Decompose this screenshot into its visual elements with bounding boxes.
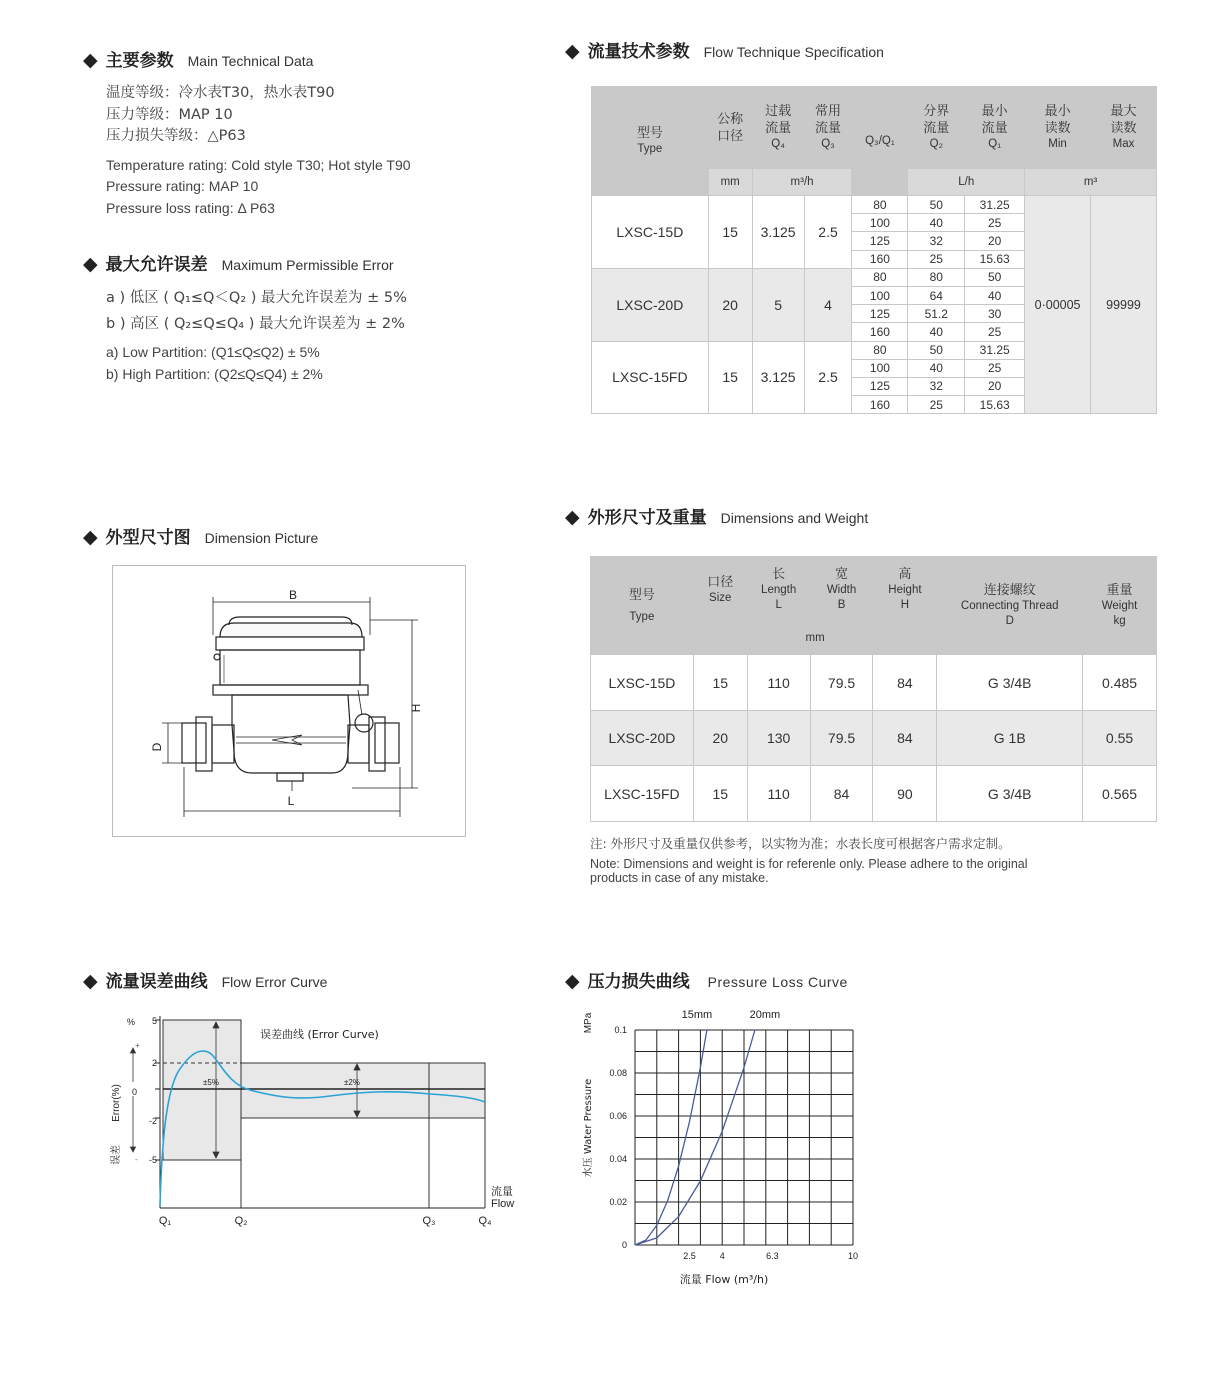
y-tick-label: 0.08 xyxy=(609,1068,627,1078)
diamond-bullet-icon: ◆ xyxy=(565,41,580,62)
q2-cell: 50 xyxy=(908,341,965,359)
col-header-size: 口径 Size xyxy=(693,557,747,623)
note-en-line2: products in case of any mistake. xyxy=(590,871,769,885)
q2-cell: 40 xyxy=(908,214,965,232)
len-cell: 110 xyxy=(747,655,810,711)
diamond-bullet-icon: ◆ xyxy=(83,527,98,548)
model-cell: LXSC-15D xyxy=(591,655,694,711)
section-title-en: Dimension Picture xyxy=(204,530,319,546)
y-axis-label-cn: 误差 xyxy=(111,1145,122,1165)
flow-spec-table xyxy=(591,86,1157,414)
q2-cell: 40 xyxy=(908,359,965,377)
unit-lh: L/h xyxy=(908,169,1025,196)
section-title-cn: 主要参数 xyxy=(105,51,174,71)
size-cell: 15 xyxy=(693,766,747,822)
y-tick: 5 xyxy=(151,1016,157,1026)
y-tick: -2 xyxy=(148,1116,157,1126)
x-tick: Q₁ xyxy=(158,1215,172,1227)
y-tick: 0 xyxy=(131,1087,137,1097)
q3-cell: 2.5 xyxy=(804,341,852,414)
ratio-cell: 125 xyxy=(852,305,908,323)
section-title-pressure-loss-curve xyxy=(565,967,848,993)
diamond-bullet-icon: ◆ xyxy=(565,971,580,992)
unit-m3: m³ xyxy=(1025,169,1157,196)
low-partition-cn: a ) 低区 ( Q₁≤Q＜Q₂ ) 最大允许误差为 ± 5% xyxy=(106,290,407,306)
x-tick: Q₂ xyxy=(234,1215,248,1227)
q1-cell: 15.63 xyxy=(965,250,1025,268)
x-tick-label: 6.3 xyxy=(766,1251,779,1261)
series-label: 20mm xyxy=(749,1009,781,1021)
pressure-rating-en: Pressure rating: MAP 10 xyxy=(106,178,259,194)
y-axis-label-en: Error(%) xyxy=(111,1084,122,1122)
ratio-cell: 100 xyxy=(852,286,908,304)
y-unit-label: MPa xyxy=(583,1012,594,1034)
ratio-cell: 160 xyxy=(852,250,908,268)
y-tick: 2 xyxy=(151,1058,157,1068)
model-cell: LXSC-15D xyxy=(592,196,709,269)
wid-cell: 79.5 xyxy=(810,655,873,711)
y-tick-label: 0.1 xyxy=(614,1025,627,1035)
ratio-cell: 125 xyxy=(852,377,908,395)
q2-cell: 32 xyxy=(908,377,965,395)
section-title-en: Main Technical Data xyxy=(187,53,314,69)
unit-m3h: m³/h xyxy=(752,169,852,196)
col-header-q1: 最小流量 Q₁ xyxy=(965,87,1025,169)
weight-cell: 0.565 xyxy=(1083,766,1157,822)
high-partition-cn: b ) 高区 ( Q₂≤Q≤Q₄ ) 最大允许误差为 ± 2% xyxy=(106,316,405,332)
dimension-label-h: H xyxy=(409,703,423,713)
max-reading-cell: 99999 xyxy=(1091,196,1157,414)
ratio-cell: 160 xyxy=(852,323,908,341)
hei-cell: 84 xyxy=(873,711,937,766)
x-tick: Q₃ xyxy=(422,1215,436,1227)
col-header-type: 型号 Type xyxy=(591,557,694,655)
section-title-cn: 流量技术参数 xyxy=(587,42,690,62)
section-title-en: Pressure Loss Curve xyxy=(707,974,848,990)
q1-cell: 20 xyxy=(965,232,1025,250)
section-title-en: Maximum Permissible Error xyxy=(221,257,394,273)
x-tick-label: 4 xyxy=(719,1251,725,1261)
col-header-q3: 常用流量 Q₃ xyxy=(804,87,852,169)
series-label: 15mm xyxy=(681,1009,713,1021)
weight-cell: 0.55 xyxy=(1083,711,1157,766)
pressure-loss-chart xyxy=(575,1000,875,1295)
section-title-en: Dimensions and Weight xyxy=(720,510,869,526)
q2-cell: 25 xyxy=(908,396,965,414)
q1-cell: 25 xyxy=(965,214,1025,232)
x-axis-label: 流量 Flow (m³/h) xyxy=(679,1273,769,1286)
model-cell: LXSC-20D xyxy=(592,268,709,341)
ratio-cell: 160 xyxy=(852,396,908,414)
table-row xyxy=(591,655,1157,711)
dn-cell: 20 xyxy=(708,268,752,341)
section-title-error-limit xyxy=(83,250,394,276)
min-reading-cell: 0·00005 xyxy=(1025,196,1091,414)
dimension-label-b: B xyxy=(288,588,298,602)
q4-cell: 3.125 xyxy=(752,341,804,414)
col-header-q4: 过载流量 Q₄ xyxy=(752,87,804,169)
section-title-cn: 外型尺寸图 xyxy=(105,528,191,548)
q4-cell: 5 xyxy=(752,268,804,341)
q1-cell: 50 xyxy=(965,268,1025,286)
pressure-loss-rating-en: Pressure loss rating: Δ P63 xyxy=(106,200,275,216)
band-low-label: ±5% xyxy=(203,1078,219,1087)
dn-cell: 15 xyxy=(708,341,752,414)
diamond-bullet-icon: ◆ xyxy=(83,254,98,275)
col-header-min: 最小读数 Min xyxy=(1025,87,1091,169)
q1-cell: 15.63 xyxy=(965,396,1025,414)
ratio-cell: 100 xyxy=(852,359,908,377)
y-tick-label: 0 xyxy=(621,1240,627,1250)
x-tick: Q₄ xyxy=(478,1215,492,1227)
dimension-label-d: D xyxy=(150,742,164,752)
col-header-type: 型号 Type xyxy=(592,87,709,196)
q2-cell: 80 xyxy=(908,268,965,286)
q4-cell: 3.125 xyxy=(752,196,804,269)
x-tick-label: 2.5 xyxy=(683,1251,696,1261)
q1-cell: 20 xyxy=(965,377,1025,395)
ratio-cell: 100 xyxy=(852,214,908,232)
section-title-dims-weight xyxy=(565,503,868,529)
temperature-rating-en: Temperature rating: Cold style T30; Hot style T90 xyxy=(106,157,411,173)
band-high-label: ±2% xyxy=(344,1078,360,1087)
minus-sign: - xyxy=(135,1155,138,1164)
section-title-dimension-picture xyxy=(83,523,318,549)
col-header-width: 宽 Width B xyxy=(810,557,873,623)
ratio-cell: 80 xyxy=(852,341,908,359)
len-cell: 130 xyxy=(747,711,810,766)
ratio-cell: 80 xyxy=(852,196,908,214)
q1-cell: 25 xyxy=(965,359,1025,377)
section-title-cn: 流量误差曲线 xyxy=(105,972,208,992)
thread-cell: G 1B xyxy=(937,711,1083,766)
col-header-height: 高 Height H xyxy=(873,557,937,623)
y-tick-label: 0.04 xyxy=(609,1154,627,1164)
section-title-en: Flow Error Curve xyxy=(221,974,328,990)
col-header-weight: 重量 Weight kg xyxy=(1083,557,1157,655)
water-meter-dimension-drawing xyxy=(112,565,466,837)
x-axis-label-cn: 流量 xyxy=(491,1185,513,1198)
y-tick-label: 0.02 xyxy=(609,1197,627,1207)
q2-cell: 64 xyxy=(908,286,965,304)
legend-error-curve: 误差曲线 (Error Curve) xyxy=(260,1028,379,1041)
section-title-cn: 外形尺寸及重量 xyxy=(587,508,707,528)
table-row xyxy=(591,711,1157,766)
model-cell: LXSC-20D xyxy=(591,711,694,766)
dn-cell: 15 xyxy=(708,196,752,269)
diamond-bullet-icon: ◆ xyxy=(565,507,580,528)
col-header-ratio: Q₃/Q₁ xyxy=(852,87,908,196)
col-header-q2: 分界流量 Q₂ xyxy=(908,87,965,169)
diamond-bullet-icon: ◆ xyxy=(83,971,98,992)
weight-cell: 0.485 xyxy=(1083,655,1157,711)
col-header-max: 最大读数 Max xyxy=(1091,87,1157,169)
q3-cell: 2.5 xyxy=(804,196,852,269)
section-title-en: Flow Technique Specification xyxy=(703,44,884,60)
q2-cell: 50 xyxy=(908,196,965,214)
wid-cell: 84 xyxy=(810,766,873,822)
thread-cell: G 3/4B xyxy=(937,655,1083,711)
ratio-cell: 80 xyxy=(852,268,908,286)
y-axis-label: 水压 Water Pressure xyxy=(583,1078,594,1178)
table-row xyxy=(591,766,1157,822)
q1-cell: 31.25 xyxy=(965,196,1025,214)
col-header-dn: 公称口径 xyxy=(708,87,752,169)
section-title-flow-spec xyxy=(565,37,884,63)
y-tick: -5 xyxy=(148,1155,157,1165)
dimension-label-l: L xyxy=(287,794,295,808)
pressure-rating-cn: 压力等级：MAP 10 xyxy=(106,107,233,123)
thread-cell: G 3/4B xyxy=(937,766,1083,822)
q2-cell: 51.2 xyxy=(908,305,965,323)
x-axis-label-en: Flow xyxy=(491,1198,515,1210)
q1-cell: 40 xyxy=(965,286,1025,304)
wid-cell: 79.5 xyxy=(810,711,873,766)
note-en-line1: Note: Dimensions and weight is for referenle only. Please adhere to the original xyxy=(590,857,1028,871)
x-tick-label: 10 xyxy=(847,1251,859,1261)
diamond-bullet-icon: ◆ xyxy=(83,50,98,71)
low-partition-en: a) Low Partition: (Q1≤Q≤Q2) ± 5% xyxy=(106,344,320,360)
temperature-rating-cn: 温度等级：冷水表T30，热水表T90 xyxy=(106,85,335,101)
section-title-cn: 最大允许误差 xyxy=(105,255,208,275)
section-title-flow-error-curve xyxy=(83,967,327,993)
ratio-cell: 125 xyxy=(852,232,908,250)
flow-error-curve-chart xyxy=(100,1010,530,1235)
section-title-cn: 压力损失曲线 xyxy=(587,972,690,992)
hei-cell: 84 xyxy=(873,655,937,711)
high-partition-en: b) High Partition: (Q2≤Q≤Q4) ± 2% xyxy=(106,366,323,382)
hei-cell: 90 xyxy=(873,766,937,822)
col-header-thread: 连接螺纹 Connecting Thread D xyxy=(937,557,1083,655)
q2-cell: 40 xyxy=(908,323,965,341)
col-header-length: 长 Length L xyxy=(747,557,810,623)
unit-mm: mm xyxy=(708,169,752,196)
y-tick-label: 0.06 xyxy=(609,1111,627,1121)
pressure-loss-rating-cn: 压力损失等级：△P63 xyxy=(106,128,246,144)
y-unit: % xyxy=(127,1017,136,1027)
q1-cell: 30 xyxy=(965,305,1025,323)
q3-cell: 4 xyxy=(804,268,852,341)
unit-mm: mm xyxy=(693,623,937,655)
table-row xyxy=(592,196,1157,214)
model-cell: LXSC-15FD xyxy=(591,766,694,822)
q1-cell: 31.25 xyxy=(965,341,1025,359)
note-cn: 注: 外形尺寸及重量仅供参考，以实物为准；水表长度可根据客户需求定制。 xyxy=(590,836,1011,851)
model-cell: LXSC-15FD xyxy=(592,341,709,414)
size-cell: 15 xyxy=(693,655,747,711)
q1-cell: 25 xyxy=(965,323,1025,341)
section-title-main-data xyxy=(83,46,313,72)
q2-cell: 32 xyxy=(908,232,965,250)
dims-weight-table xyxy=(590,556,1157,822)
size-cell: 20 xyxy=(693,711,747,766)
len-cell: 110 xyxy=(747,766,810,822)
plus-sign: + xyxy=(135,1041,140,1050)
q2-cell: 25 xyxy=(908,250,965,268)
